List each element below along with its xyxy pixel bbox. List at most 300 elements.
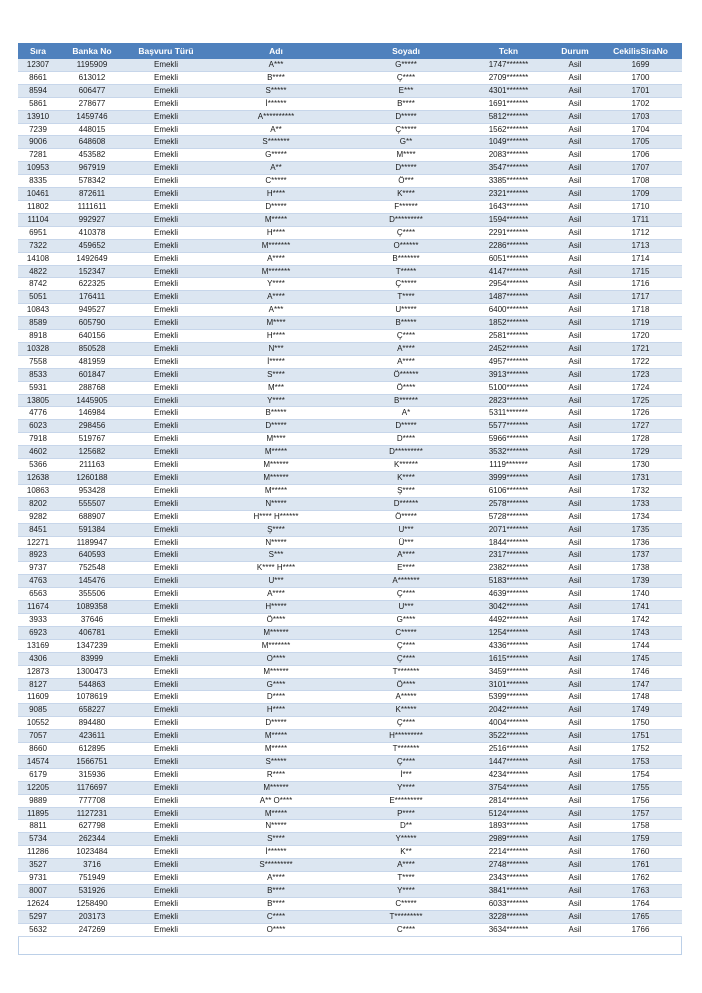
- cell-durum: Asil: [551, 562, 599, 575]
- cell-banka-no: 622325: [58, 278, 126, 291]
- cell-cekilis-sira-no: 1716: [599, 278, 682, 291]
- cell-soyadi: D**: [346, 820, 466, 833]
- table-row: [18, 523, 682, 536]
- table-row: [18, 97, 682, 110]
- cell-adi: R****: [206, 768, 346, 781]
- cell-tckn: 5124*******: [466, 807, 551, 820]
- cell-durum: Asil: [551, 213, 599, 226]
- cell-soyadi: E****: [346, 562, 466, 575]
- cell-basvuru-turu: Emekli: [126, 304, 206, 317]
- cell-sira: 10328: [18, 342, 58, 355]
- cell-tckn: 3754*******: [466, 781, 551, 794]
- cell-adi: G****: [206, 678, 346, 691]
- cell-tckn: 4492*******: [466, 613, 551, 626]
- cell-adi: M******: [206, 665, 346, 678]
- cell-basvuru-turu: Emekli: [126, 213, 206, 226]
- table-row: [18, 433, 682, 446]
- cell-adi: M*****: [206, 484, 346, 497]
- cell-adi: O****: [206, 923, 346, 936]
- cell-adi: M******: [206, 459, 346, 472]
- cell-adi: A****: [206, 291, 346, 304]
- cell-sira: 7918: [18, 433, 58, 446]
- header-durum: Durum: [561, 46, 589, 56]
- cell-cekilis-sira-no: 1741: [599, 601, 682, 614]
- cell-tckn: 1643*******: [466, 200, 551, 213]
- cell-cekilis-sira-no: 1721: [599, 342, 682, 355]
- cell-tckn: 5812*******: [466, 110, 551, 123]
- cell-adi: İ*****: [206, 355, 346, 368]
- cell-sira: 10863: [18, 484, 58, 497]
- cell-soyadi: Ç****: [346, 226, 466, 239]
- cell-sira: 6951: [18, 226, 58, 239]
- cell-soyadi: A****: [346, 859, 466, 872]
- cell-durum: Asil: [551, 162, 599, 175]
- cell-banka-no: 211163: [58, 459, 126, 472]
- cell-cekilis-sira-no: 1703: [599, 110, 682, 123]
- cell-basvuru-turu: Emekli: [126, 433, 206, 446]
- cell-adi: K**** H****: [206, 562, 346, 575]
- cell-adi: M******: [206, 472, 346, 485]
- cell-basvuru-turu: Emekli: [126, 162, 206, 175]
- cell-banka-no: 555507: [58, 497, 126, 510]
- cell-cekilis-sira-no: 1743: [599, 626, 682, 639]
- cell-cekilis-sira-no: 1753: [599, 755, 682, 768]
- cell-adi: H****: [206, 188, 346, 201]
- cell-cekilis-sira-no: 1722: [599, 355, 682, 368]
- cell-cekilis-sira-no: 1732: [599, 484, 682, 497]
- cell-basvuru-turu: Emekli: [126, 523, 206, 536]
- cell-tckn: 2286*******: [466, 239, 551, 252]
- cell-tckn: 1852*******: [466, 317, 551, 330]
- table-row: [18, 768, 682, 781]
- cell-sira: 5366: [18, 459, 58, 472]
- cell-basvuru-turu: Emekli: [126, 200, 206, 213]
- cell-banka-no: 992927: [58, 213, 126, 226]
- cell-durum: Asil: [551, 149, 599, 162]
- cell-basvuru-turu: Emekli: [126, 265, 206, 278]
- cell-durum: Asil: [551, 549, 599, 562]
- cell-soyadi: D******: [346, 497, 466, 510]
- cell-banka-no: 640156: [58, 330, 126, 343]
- table-row: [18, 549, 682, 562]
- cell-durum: Asil: [551, 755, 599, 768]
- cell-durum: Asil: [551, 394, 599, 407]
- cell-soyadi: Ü***: [346, 536, 466, 549]
- cell-adi: M*****: [206, 730, 346, 743]
- cell-basvuru-turu: Emekli: [126, 394, 206, 407]
- cell-sira: 13910: [18, 110, 58, 123]
- cell-banka-no: 459652: [58, 239, 126, 252]
- cell-adi: İ******: [206, 846, 346, 859]
- table-row: [18, 407, 682, 420]
- cell-cekilis-sira-no: 1746: [599, 665, 682, 678]
- cell-soyadi: Ç****: [346, 717, 466, 730]
- cell-tckn: 1691*******: [466, 97, 551, 110]
- cell-cekilis-sira-no: 1754: [599, 768, 682, 781]
- cell-banka-no: 1459746: [58, 110, 126, 123]
- cell-soyadi: T*******: [346, 743, 466, 756]
- cell-soyadi: F******: [346, 200, 466, 213]
- table-row: [18, 704, 682, 717]
- cell-cekilis-sira-no: 1745: [599, 652, 682, 665]
- cell-sira: 13169: [18, 639, 58, 652]
- cell-adi: S*******: [206, 136, 346, 149]
- table-row: [18, 394, 682, 407]
- cell-soyadi: Ö******: [346, 368, 466, 381]
- cell-tckn: 5577*******: [466, 420, 551, 433]
- cell-cekilis-sira-no: 1712: [599, 226, 682, 239]
- cell-soyadi: K******: [346, 459, 466, 472]
- cell-adi: B****: [206, 71, 346, 84]
- cell-cekilis-sira-no: 1755: [599, 781, 682, 794]
- header-cekilis-sira-no: CekilisSiraNo: [613, 46, 668, 56]
- cell-cekilis-sira-no: 1763: [599, 885, 682, 898]
- table-row: [18, 291, 682, 304]
- cell-cekilis-sira-no: 1727: [599, 420, 682, 433]
- cell-durum: Asil: [551, 820, 599, 833]
- cell-sira: 6563: [18, 588, 58, 601]
- cell-soyadi: O******: [346, 239, 466, 252]
- cell-cekilis-sira-no: 1704: [599, 123, 682, 136]
- cell-banka-no: 1195909: [58, 59, 126, 71]
- table-row: [18, 730, 682, 743]
- cell-sira: 9085: [18, 704, 58, 717]
- cell-banka-no: 627798: [58, 820, 126, 833]
- cell-banka-no: 1078619: [58, 691, 126, 704]
- cell-cekilis-sira-no: 1762: [599, 872, 682, 885]
- cell-cekilis-sira-no: 1705: [599, 136, 682, 149]
- cell-cekilis-sira-no: 1739: [599, 575, 682, 588]
- table-row: [18, 446, 682, 459]
- cell-durum: Asil: [551, 678, 599, 691]
- cell-basvuru-turu: Emekli: [126, 665, 206, 678]
- cell-banka-no: 453582: [58, 149, 126, 162]
- cell-sira: 9731: [18, 872, 58, 885]
- cell-sira: 14574: [18, 755, 58, 768]
- cell-tckn: 1487*******: [466, 291, 551, 304]
- cell-soyadi: Ç****: [346, 755, 466, 768]
- cell-basvuru-turu: Emekli: [126, 755, 206, 768]
- table-row: [18, 678, 682, 691]
- cell-banka-no: 949527: [58, 304, 126, 317]
- table-row: [18, 665, 682, 678]
- cell-sira: 5297: [18, 910, 58, 923]
- cell-basvuru-turu: Emekli: [126, 123, 206, 136]
- cell-cekilis-sira-no: 1729: [599, 446, 682, 459]
- table-row: [18, 755, 682, 768]
- cell-banka-no: 145476: [58, 575, 126, 588]
- table-row: [18, 472, 682, 485]
- cell-sira: 9737: [18, 562, 58, 575]
- cell-cekilis-sira-no: 1750: [599, 717, 682, 730]
- cell-soyadi: C*****: [346, 897, 466, 910]
- header-basvuru-turu: Başvuru Türü: [138, 46, 194, 56]
- cell-sira: 10953: [18, 162, 58, 175]
- cell-basvuru-turu: Emekli: [126, 149, 206, 162]
- table-row: [18, 846, 682, 859]
- cell-tckn: 3634*******: [466, 923, 551, 936]
- cell-soyadi: M****: [346, 149, 466, 162]
- cell-soyadi: U***: [346, 523, 466, 536]
- cell-sira: 10843: [18, 304, 58, 317]
- cell-tckn: 4336*******: [466, 639, 551, 652]
- cell-sira: 8923: [18, 549, 58, 562]
- cell-sira: 4602: [18, 446, 58, 459]
- cell-sira: 6923: [18, 626, 58, 639]
- cell-adi: A** O****: [206, 794, 346, 807]
- cell-adi: M*******: [206, 239, 346, 252]
- cell-adi: M******: [206, 781, 346, 794]
- cell-soyadi: K*****: [346, 704, 466, 717]
- cell-cekilis-sira-no: 1733: [599, 497, 682, 510]
- table-row: [18, 859, 682, 872]
- cell-soyadi: A****: [346, 342, 466, 355]
- cell-adi: G*****: [206, 149, 346, 162]
- table-row: [18, 691, 682, 704]
- cell-banka-no: 751949: [58, 872, 126, 885]
- cell-durum: Asil: [551, 846, 599, 859]
- cell-banka-no: 1023484: [58, 846, 126, 859]
- cell-tckn: 3042*******: [466, 601, 551, 614]
- cell-soyadi: U*****: [346, 304, 466, 317]
- cell-sira: 5861: [18, 97, 58, 110]
- cell-tckn: 4147*******: [466, 265, 551, 278]
- cell-soyadi: T*********: [346, 910, 466, 923]
- cell-sira: 9006: [18, 136, 58, 149]
- cell-adi: S*********: [206, 859, 346, 872]
- cell-basvuru-turu: Emekli: [126, 510, 206, 523]
- cell-sira: 4763: [18, 575, 58, 588]
- cell-tckn: 5399*******: [466, 691, 551, 704]
- cell-adi: C*****: [206, 175, 346, 188]
- cell-durum: Asil: [551, 136, 599, 149]
- cell-sira: 4822: [18, 265, 58, 278]
- cell-soyadi: K****: [346, 472, 466, 485]
- table-row: [18, 342, 682, 355]
- cell-sira: 12307: [18, 59, 58, 71]
- cell-banka-no: 481959: [58, 355, 126, 368]
- cell-basvuru-turu: Emekli: [126, 885, 206, 898]
- cell-sira: 11674: [18, 601, 58, 614]
- cell-adi: A****: [206, 252, 346, 265]
- cell-soyadi: D*********: [346, 213, 466, 226]
- cell-sira: 8007: [18, 885, 58, 898]
- cell-adi: N*****: [206, 497, 346, 510]
- cell-adi: A**: [206, 123, 346, 136]
- cell-cekilis-sira-no: 1726: [599, 407, 682, 420]
- table-row: [18, 536, 682, 549]
- cell-durum: Asil: [551, 781, 599, 794]
- cell-adi: Ö****: [206, 613, 346, 626]
- table-row: [18, 885, 682, 898]
- cell-basvuru-turu: Emekli: [126, 807, 206, 820]
- table-row: [18, 368, 682, 381]
- cell-basvuru-turu: Emekli: [126, 536, 206, 549]
- cell-durum: Asil: [551, 923, 599, 936]
- cell-cekilis-sira-no: 1700: [599, 71, 682, 84]
- table-row: [18, 872, 682, 885]
- cell-banka-no: 648608: [58, 136, 126, 149]
- table-row: [18, 613, 682, 626]
- cell-sira: 8742: [18, 278, 58, 291]
- cell-basvuru-turu: Emekli: [126, 820, 206, 833]
- table-header: [18, 43, 682, 59]
- cell-sira: 7322: [18, 239, 58, 252]
- cell-banka-no: 591384: [58, 523, 126, 536]
- cell-cekilis-sira-no: 1709: [599, 188, 682, 201]
- table-row: [18, 330, 682, 343]
- cell-adi: A**: [206, 162, 346, 175]
- cell-tckn: 3547*******: [466, 162, 551, 175]
- cell-adi: M***: [206, 381, 346, 394]
- table-row: [18, 213, 682, 226]
- cell-durum: Asil: [551, 265, 599, 278]
- cell-basvuru-turu: Emekli: [126, 717, 206, 730]
- cell-basvuru-turu: Emekli: [126, 549, 206, 562]
- cell-banka-no: 247269: [58, 923, 126, 936]
- cell-soyadi: B******: [346, 394, 466, 407]
- cell-basvuru-turu: Emekli: [126, 317, 206, 330]
- cell-sira: 5051: [18, 291, 58, 304]
- cell-banka-no: 872611: [58, 188, 126, 201]
- cell-tckn: 2291*******: [466, 226, 551, 239]
- table-row: [18, 304, 682, 317]
- cell-adi: H****: [206, 226, 346, 239]
- cell-tckn: 4004*******: [466, 717, 551, 730]
- cell-tckn: 3522*******: [466, 730, 551, 743]
- header-banka-no: Banka No: [72, 46, 112, 56]
- cell-adi: O****: [206, 652, 346, 665]
- cell-tckn: 4639*******: [466, 588, 551, 601]
- cell-basvuru-turu: Emekli: [126, 472, 206, 485]
- cell-sira: 3933: [18, 613, 58, 626]
- cell-cekilis-sira-no: 1735: [599, 523, 682, 536]
- cell-cekilis-sira-no: 1708: [599, 175, 682, 188]
- cell-tckn: 3532*******: [466, 446, 551, 459]
- cell-durum: Asil: [551, 588, 599, 601]
- cell-tckn: 2709*******: [466, 71, 551, 84]
- cell-adi: B*****: [206, 407, 346, 420]
- cell-basvuru-turu: Emekli: [126, 923, 206, 936]
- cell-cekilis-sira-no: 1751: [599, 730, 682, 743]
- table-row: [18, 807, 682, 820]
- cell-adi: N*****: [206, 536, 346, 549]
- cell-durum: Asil: [551, 897, 599, 910]
- table-row: [18, 71, 682, 84]
- cell-basvuru-turu: Emekli: [126, 639, 206, 652]
- table-row: [18, 459, 682, 472]
- table-row: [18, 84, 682, 97]
- cell-basvuru-turu: Emekli: [126, 601, 206, 614]
- cell-basvuru-turu: Emekli: [126, 71, 206, 84]
- cell-tckn: 1119*******: [466, 459, 551, 472]
- cell-basvuru-turu: Emekli: [126, 781, 206, 794]
- cell-adi: H****: [206, 330, 346, 343]
- cell-soyadi: Ö*****: [346, 510, 466, 523]
- cell-cekilis-sira-no: 1723: [599, 368, 682, 381]
- cell-adi: M*****: [206, 213, 346, 226]
- table-row: [18, 910, 682, 923]
- cell-tckn: 1594*******: [466, 213, 551, 226]
- cell-adi: A***: [206, 304, 346, 317]
- cell-banka-no: 688907: [58, 510, 126, 523]
- cell-sira: 12638: [18, 472, 58, 485]
- cell-durum: Asil: [551, 420, 599, 433]
- cell-cekilis-sira-no: 1738: [599, 562, 682, 575]
- cell-soyadi: Ç****: [346, 652, 466, 665]
- cell-sira: 11104: [18, 213, 58, 226]
- cell-tckn: 2578*******: [466, 497, 551, 510]
- cell-tckn: 4957*******: [466, 355, 551, 368]
- cell-soyadi: B*****: [346, 317, 466, 330]
- cell-durum: Asil: [551, 484, 599, 497]
- cell-basvuru-turu: Emekli: [126, 110, 206, 123]
- cell-soyadi: B****: [346, 97, 466, 110]
- table-row: [18, 897, 682, 910]
- cell-durum: Asil: [551, 639, 599, 652]
- cell-basvuru-turu: Emekli: [126, 613, 206, 626]
- cell-durum: Asil: [551, 368, 599, 381]
- cell-sira: 4306: [18, 652, 58, 665]
- cell-basvuru-turu: Emekli: [126, 420, 206, 433]
- header-adi: Adı: [269, 46, 283, 56]
- cell-basvuru-turu: Emekli: [126, 910, 206, 923]
- header-tckn: Tckn: [498, 46, 519, 56]
- cell-cekilis-sira-no: 1711: [599, 213, 682, 226]
- cell-basvuru-turu: Emekli: [126, 97, 206, 110]
- cell-basvuru-turu: Emekli: [126, 226, 206, 239]
- cell-adi: İ******: [206, 97, 346, 110]
- cell-soyadi: B*******: [346, 252, 466, 265]
- cell-durum: Asil: [551, 252, 599, 265]
- cell-soyadi: T*******: [346, 665, 466, 678]
- cell-cekilis-sira-no: 1718: [599, 304, 682, 317]
- cell-adi: D*****: [206, 420, 346, 433]
- cell-cekilis-sira-no: 1740: [599, 588, 682, 601]
- table-row: [18, 278, 682, 291]
- cell-cekilis-sira-no: 1714: [599, 252, 682, 265]
- cell-sira: 8533: [18, 368, 58, 381]
- cell-durum: Asil: [551, 730, 599, 743]
- table-row: [18, 794, 682, 807]
- cell-tckn: 1844*******: [466, 536, 551, 549]
- cell-durum: Asil: [551, 278, 599, 291]
- cell-durum: Asil: [551, 575, 599, 588]
- cell-soyadi: A*****: [346, 691, 466, 704]
- cell-banka-no: 203173: [58, 910, 126, 923]
- table-row: [18, 820, 682, 833]
- cell-cekilis-sira-no: 1761: [599, 859, 682, 872]
- cell-soyadi: Ç****: [346, 71, 466, 84]
- table-row: [18, 59, 682, 71]
- cell-durum: Asil: [551, 239, 599, 252]
- cell-durum: Asil: [551, 691, 599, 704]
- cell-durum: Asil: [551, 794, 599, 807]
- cell-soyadi: T****: [346, 872, 466, 885]
- table-row: [18, 510, 682, 523]
- cell-soyadi: Ö****: [346, 678, 466, 691]
- cell-cekilis-sira-no: 1744: [599, 639, 682, 652]
- cell-soyadi: K**: [346, 846, 466, 859]
- cell-tckn: 2516*******: [466, 743, 551, 756]
- cell-tckn: 1049*******: [466, 136, 551, 149]
- cell-cekilis-sira-no: 1749: [599, 704, 682, 717]
- cell-durum: Asil: [551, 304, 599, 317]
- cell-basvuru-turu: Emekli: [126, 743, 206, 756]
- cell-tckn: 6033*******: [466, 897, 551, 910]
- cell-durum: Asil: [551, 613, 599, 626]
- cell-soyadi: D*****: [346, 162, 466, 175]
